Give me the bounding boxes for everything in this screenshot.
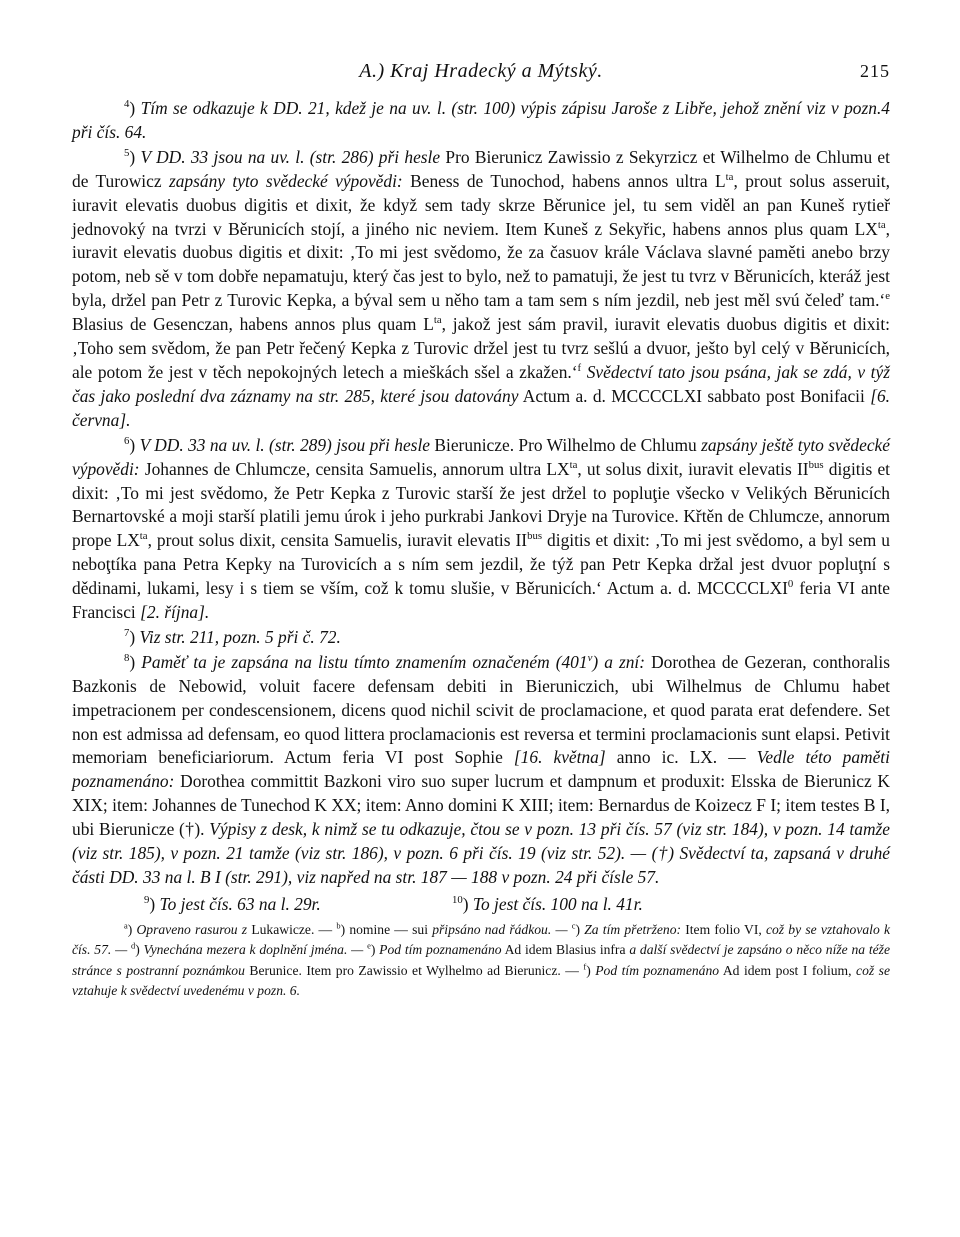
footnote-segment: Dorothea committit Bazkoni viro suo super lucrum et dampnum et produxit: Elsska de Bierunicz K XIX; item: Johannes de Tunechod K XX; item: Anno domini K XIII; item: Bernardus de Koizecz F I; item testes B I, ubi Bierunicze (†). <box>72 771 890 840</box>
footnote-4: $^4$) Tím se odkazuje k DD. 21, kdež je na uv. l. (str. 100) výpis zápisu Jaroše z Libře, jehož znění viz v pozn.4 při čís. 64. <box>72 98 890 142</box>
note-marker: f <box>583 961 587 972</box>
note-text: Ad idem Blasius infra <box>504 942 626 958</box>
footnote-marker: 4 <box>124 98 130 111</box>
footnote-segment: digitis et dixit: ‚To mi jest svědomo, a byl sem u neboţtíka pana Petra Kepky na Turovicích a s ním sem jezdil, že týž pan Petr Kepka držal jest dvuor popluţní s dědinami, lukami, lesy i s tiem se vším, což k tomu slušie, v Běrunicích.‘ Actum a. d. MCCCCLXI <box>72 530 890 599</box>
note-marker: e <box>367 940 371 951</box>
footnote-segment: zapsány tyto svědecké výpovědi: <box>168 170 403 191</box>
superscript: ta <box>433 314 442 327</box>
footnotes <box>72 97 890 1002</box>
note-text: Item folio VI, <box>685 921 762 937</box>
superscript: 0 <box>787 578 794 591</box>
page-number: 215 <box>860 61 890 81</box>
footnote-segment: , prout solus asseruit, iuravit elevatis duobus digitis et dixit, že když sem tady skrze Běrunice jel, tu sem viděl an pan Kuneš rytieř jednovoký na tvrzi v Běrunicích stojí, a jiného nic neviem. Item Kuneš z Sekyřic, habens annos plus quam LX <box>72 170 890 239</box>
footnote-segment: Actum a. d. MCCCCLXI sabbato post Bonifacii <box>522 385 865 406</box>
footnote-segment: Dorothea de Gezeran, conthoralis Bazkonis de Nebowid, voluit facere defensam debiti in Bieruniczich, ubi Wilhelmus de Chlumu habet impetracionem per condescensionem, dicens quod nichil scivit de proclamacione, et quod parata erat defendere. Set non est admissa ad defensam, eo quod littera proclamacionis est reversa et termini proclamacionis sunt elapsi. Petivit memoriam beneficiariorum. Actum feria VI post Sophie <box>72 651 890 768</box>
document-page <box>72 55 890 1016</box>
footnote-9: $^9$) To jest čís. 63 na l. 29r. <box>144 893 321 914</box>
footnote-text: Viz str. 211, pozn. 5 při č. 72. <box>139 626 341 647</box>
footnote-segment: zapsány ještě tyto svědecké výpovědi: <box>72 434 890 479</box>
superscript: f <box>577 362 582 375</box>
footnote-segment: , prout solus dixit, censita Samuelis, iuravit elevatis II <box>147 530 528 551</box>
note-marker: c <box>571 920 576 931</box>
footnote-segment: [2. října]. <box>140 602 210 623</box>
footnote-segment: Johannes de Chlumcze, censita Samuelis, annorum ultra LX <box>144 458 570 479</box>
note-text: Za tím přetrženo: <box>584 921 682 937</box>
footnote-marker: 9 <box>144 894 150 907</box>
running-title: A.) Kraj Hradecký a Mýtský. <box>359 60 603 82</box>
footnote-marker: 10 <box>452 894 463 907</box>
footnote-segment: anno ic. LX. — <box>616 747 746 768</box>
superscript: ta <box>139 530 148 543</box>
footnote-10: $^{10}$) To jest čís. 100 na l. 41r. <box>452 893 643 914</box>
footnote-segment: Bierunicze. Pro Wilhelmo de Chlumu <box>434 434 697 455</box>
footnote-text: To jest čís. 100 na l. 41r. <box>472 893 643 914</box>
footnotes-9-10 <box>72 892 890 916</box>
footnote-segment: Beness de Tunochod, habens annos ultra L <box>410 170 726 191</box>
footnote-text: Tím se odkazuje k DD. 21, kdež je na uv. l. (str. 100) výpis zápisu Jaroše z Libře, jehož znění viz v pozn.4 při čís. 64. <box>72 98 890 142</box>
footnote-lead: V DD. 33 jsou na uv. l. (str. 286) při hesle <box>140 146 441 167</box>
note-text: Berunice. Item pro Zawissio et Wylhelmo ad Bierunicz. — <box>249 962 579 978</box>
footnote-8: $^8$) Paměť ta je zapsána na listu tímto znamením označeném (401$^v$) a zní: Dorothea de Gezeran, conthoralis Bazkonis de Nebowid, voluit facere defensam debiti in Bieruniczich, ubi Wilhelmus de Chlumu habet impetracionem per condescensionem, dicens quod nichil scivit de proclamacione, et quod parata erat defendere. Set non est admissa ad defensam, eo quod littera proclamacionis est reversa et termini proclamacionis sunt elapsi. Petivit memoriam beneficiariorum. Actum feria VI post Sophie [16. května] anno ic. LX. — Vedle této paměti poznamenáno: Dorothea committit Bazkoni viro suo super lucrum et dampnum et produxit: Elsska de Bierunicz K XIX; item: Johannes de Tunechod K XX; item: Anno domini K XIII; item: Bernardus de Koizecz F I; item testes B I, ubi Bierunicze (†). Výpisy z desk, k nimž se tu odkazuje, čtou se v pozn. 13 při čís. 57 (viz str. 184), v pozn. 14 tamže (viz str. 185), v pozn. 21 tamže (viz str. 186), v pozn. 6 při čís. 19 (viz str. 52). — (†) Svědectví ta, zapsaná v druhé části DD. 33 na l. B I (str. 291), viz napřed na str. 187 — 188 v pozn. 24 při čísle 57. <box>72 651 890 887</box>
superscript: ta <box>877 218 886 231</box>
footnote-segment: digitis et dixit: ‚To mi jest svědomo, že Petr Kepka z Turovic starší že jest držel to popluţie všecko v Velikých Běrunicích Bernartovské a moji starší platili jemu úrok i jeho purkrabi Jankovi Dryje na Turovice. Křtěn de Chlumcze, annorum prope LX <box>72 458 891 551</box>
note-text: nomine — sui <box>349 921 428 937</box>
footnote-segment: , jakož jest sám pravil, iuravit elevatis duobus digitis et dixit: ‚Toho sem svědom, že pan Petr řečený Kepka z Turovic držel jest tu tvrz sešlú a dvuor, ješto byl celý v Běrunicích, ale potom že jest v těch nepokojných letech a mieškách sšel a zkažen.‘ <box>72 314 890 382</box>
note-marker: b <box>336 920 341 931</box>
textual-notes: $^a$) Opraveno rasurou z Lukawicze. — $^b$) nomine — sui připsáno nad řádkou. — $^c$) Za tím přetrženo: Item folio VI, což by se vztahovalo k čís. 57. — $^d$) Vynechána mezera k doplnění jména. — $^e$) Pod tím poznamenáno Ad idem Blasius infra a další svědectví je zapsáno o něco níže na téže stránce s postranní poznámkou Berunice. Item pro Zawissio et Wylhelmo ad Bierunicz. — $^f$) Pod tím poznamenáno Ad idem post I folium, což se vztahuje k svědectví uvedenému v pozn. 6. <box>72 920 891 999</box>
footnote-marker: 5 <box>124 147 130 160</box>
footnote-lead-end: ) a zní: <box>592 651 646 672</box>
footnote-segment: feria VI ante Francisci <box>72 578 890 623</box>
note-text: Vynechána mezera k doplnění jména. — <box>143 942 364 958</box>
footnote-segment: [16. května] <box>513 747 606 768</box>
footnote-7: $^7$) Viz str. 211, pozn. 5 při č. 72. <box>124 626 341 647</box>
note-text: Pod tím poznamenáno <box>595 962 720 978</box>
footnote-marker: 6 <box>124 434 130 447</box>
note-text: Ad idem post I folium, <box>722 962 852 978</box>
footnote-segment: Výpisy z desk, k nimž se tu odkazuje, čtou se v pozn. 13 při čís. 57 (viz str. 184), v pozn. 14 tamže (viz str. 185), v pozn. 21 tamže (viz str. 186), v pozn. 6 při čís. 19 (viz str. 52). — (†) Svědectví ta, zapsaná v druhé části DD. 33 na l. B I (str. 291), viz napřed na str. 187 — 188 v pozn. 24 při čísle 57. <box>72 819 890 887</box>
running-header <box>72 55 890 85</box>
note-text: což by se vztahovalo k čís. 57. — <box>72 921 890 958</box>
footnote-marker: 8 <box>124 652 130 665</box>
footnote-lead: V DD. 33 na uv. l. (str. 289) jsou při hesle <box>139 434 430 455</box>
footnote-segment: Svědectví tato jsou psána, jak se zdá, v týž čas jako poslední dva záznamy na str. 285, které jsou datovány <box>72 361 890 406</box>
superscript: ta <box>725 170 734 183</box>
superscript: bus <box>527 530 543 543</box>
note-text: což se vztahuje k svědectví uvedenému v pozn. 6. <box>72 962 890 999</box>
superscript: e <box>885 290 890 303</box>
note-marker: a <box>124 920 128 931</box>
footnote-segment: , iuravit elevatis duobus digitis et dixit: ‚To mi jest svědomo, že za časuov krále Václava slavné paměti anebo brzy potom, neb sě v tom dobře nepamatuju, který čas jest to bylo, než to pamatuji, že jest tu tvrz v Běrunicích, kteráž jest byla, držel pan Petr z Turovic Kepka, a býval sem u něho tam a tam sem s ním jezdil, neb jest měl svú čeleď tam.‘ <box>72 218 890 311</box>
footnote-segment: , ut solus dixit, iuravit elevatis II <box>577 458 809 479</box>
footnote-6: $^6$) V DD. 33 na uv. l. (str. 289) jsou při hesle Bierunicze. Pro Wilhelmo de Chlumu zapsány ještě tyto svědecké výpovědi: Johannes de Chlumcze, censita Samuelis, annorum ultra $LX^{ta}$, ut solus dixit, iuravit elevatis $II^{bus}$ digitis et dixit: ‚To mi jest svědomo, že Petr Kepka z Turovic starší že jest držel to popluţie všecko v Velikých Běrunicích Bernartovské a moji starší platili jemu úrok i jeho purkrabi Jankovi Dryje na Turovice. Křtěn de Chlumcze, annorum prope $LX^{ta}$, prout solus dixit, censita Samuelis, iuravit elevatis $II^{bus}$ digitis et dixit: ‚To mi jest svědomo, a byl sem u neboţtíka pana Petra Kepky na Turovicích a s ním sem jezdil, že týž pan Petr Kepka držal jest dvuor popluţní s dědinami, lukami, lesy i s tiem se vším, což k tomu slušie, v Běrunicích.‘ Actum a. d. MCCCCLXI$^0$ feria VI ante Francisci [2. října]. <box>72 434 891 623</box>
footnote-segment: Vedle této paměti poznamenáno: <box>72 747 890 792</box>
footnote-text: To jest čís. 63 na l. 29r. <box>159 893 321 914</box>
footnote-marker: 7 <box>124 627 130 640</box>
superscript: bus <box>808 458 824 471</box>
note-text: připsáno nad řádkou. — <box>432 921 568 937</box>
footnote-segment: Blasius de Gesenczan, habens annos plus quam L <box>72 314 434 335</box>
footnote-segment: [6. června]. <box>72 385 890 430</box>
superscript: ta <box>569 458 578 471</box>
note-text: Lukawicze. — <box>251 921 333 937</box>
note-text: Pod tím poznamenáno <box>379 942 502 958</box>
note-text: a další svědectví je zapsáno o něco níže na téže stránce s postranní poznámkou <box>72 942 891 978</box>
footnote-lead: Paměť ta je zapsána na listu tímto znamením označeném (401 <box>141 651 588 672</box>
note-marker: d <box>131 940 136 951</box>
footnote-5: $^5$) V DD. 33 jsou na uv. l. (str. 286) při hesle Pro Bierunicz Zawissio z Sekyrzicz et Wilhelmo de Chlumu et de Turowicz zapsány tyto svědecké výpovědi: Beness de Tunochod, habens annos ultra $L^{ta}$, prout solus asseruit, iuravit elevatis duobus digitis et dixit, že když sem tady skrze Běrunice jel, tu sem viděl an pan Kuneš rytieř jednovoký na tvrzi v Běrunicích stojí, a jiného nic neviem. Item Kuneš z Sekyřic, habens annos plus quam $LX^{ta}$, iuravit elevatis duobus digitis et dixit: ‚To mi jest svědomo, že za časuov krále Václava slavné paměti anebo brzy potom, neb sě v tom dobře nepamatuju, který čas jest to bylo, než to pamatuji, že jest tu tvrz v Běrunicích, kteráž jest byla, držel pan Petr z Turovic Kepka, a býval sem u něho tam a tam sem s ním jezdil, neb jest měl svú čeleď tam.‘$^e$ Blasius de Gesenczan, habens annos plus quam $L^{ta}$, jakož jest sám pravil, iuravit elevatis duobus digitis et dixit: ‚Toho sem svědom, že pan Petr řečený Kepka z Turovic držel jest tu tvrz sešlú a dvuor, ješto byl celý v Běrunicích, ale potom že jest v těch nepokojných letech a mieškách sšel a zkažen.‘$^f$ Svědectví tato jsou psána, jak se zdá, v týž čas jako poslední dva záznamy na str. 285, které jsou datovány Actum a. d. MCCCCLXI sabbato post Bonifacii [6. června]. <box>72 146 890 430</box>
superscript: v <box>587 652 593 665</box>
note-text: Opraveno rasurou z <box>136 921 248 937</box>
footnote-segment: Pro Bierunicz Zawissio z Sekyrzicz et Wilhelmo de Chlumu et de Turowicz <box>72 146 890 191</box>
